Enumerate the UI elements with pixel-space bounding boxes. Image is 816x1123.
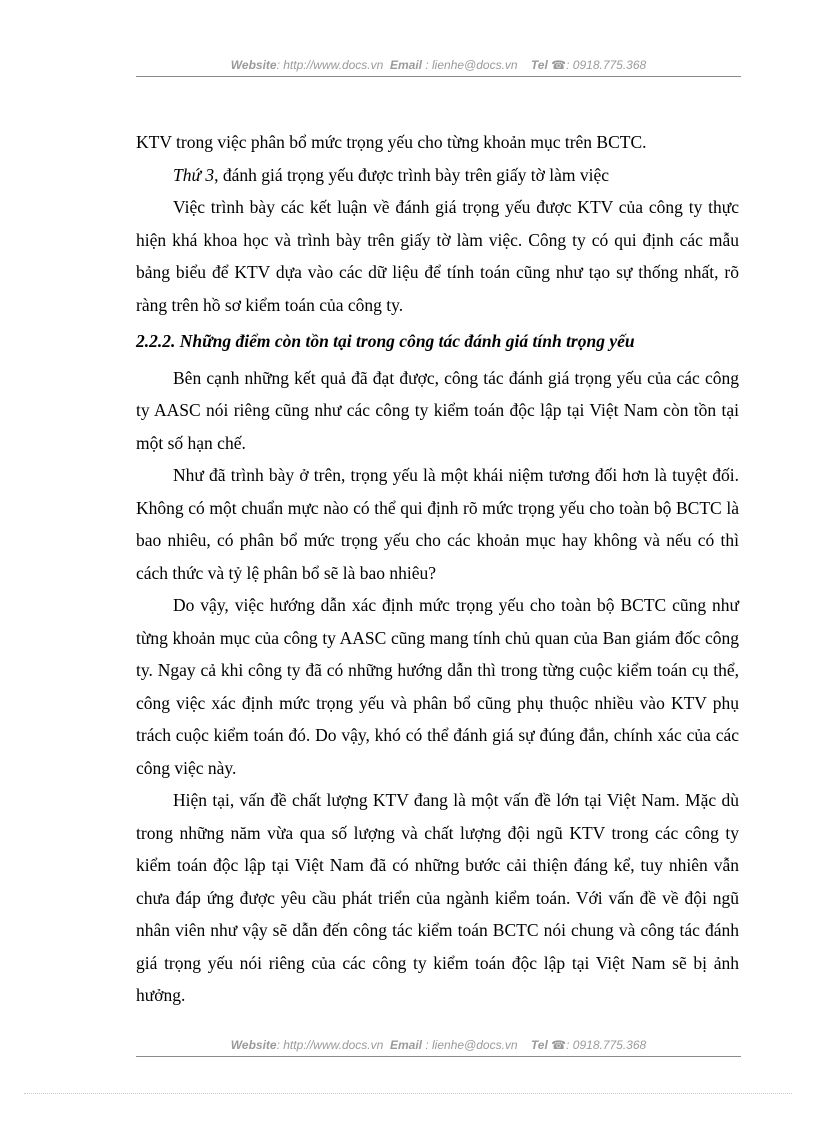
website-url[interactable]: : http://www.docs.vn xyxy=(276,1038,384,1052)
paragraph: Bên cạnh những kết quả đã đạt được, công tác đánh giá trọng yếu của các công ty AASC nói riêng cũng như các công ty kiểm toán độc lập tại Việt Nam còn tồn tại một số hạn chế. xyxy=(136,367,739,453)
document-body xyxy=(136,126,739,1012)
tel-value: : 0918.775.368 xyxy=(566,1038,647,1052)
paragraph: KTV trong việc phân bổ mức trọng yếu cho từng khoản mục trên BCTC. xyxy=(136,132,647,152)
paragraph xyxy=(136,159,739,192)
page-header xyxy=(136,54,741,77)
email-label: Email xyxy=(389,58,422,72)
paragraph-text: , đánh giá trọng yếu được trình bày trên giấy tờ làm việc xyxy=(214,164,610,185)
phone-icon: ☎ xyxy=(551,58,567,72)
page-footer xyxy=(136,1034,741,1057)
tel-label: Tel xyxy=(530,58,548,72)
paragraph: Do vậy, việc hướng dẫn xác định mức trọng yếu cho toàn bộ BCTC cũng như từng khoản mục của công ty AASC cũng mang tính chủ quan của Ban giám đốc công ty. Ngay cả khi công ty đã có những hướng dẫn thì trong từng cuộc kiểm toán cụ thể, công việc xác định mức trọng yếu và phân bổ cũng phụ thuộc nhiều vào KTV phụ trách cuộc kiểm toán đó. Do vậy, khó có thể đánh giá sự đúng đắn, chính xác của các công việc này. xyxy=(136,595,739,778)
paragraph: Hiện tại, vấn đề chất lượng KTV đang là một vấn đề lớn tại Việt Nam. Mặc dù trong những năm vừa qua số lượng và chất lượng đội ngũ KTV trong các công ty kiểm toán độc lập tại Việt Nam đã có những bước cải thiện đáng kể, tuy nhiên vẫn chưa đáp ứng được yêu cầu phát triển của ngành kiểm toán. Với vấn đề về đội ngũ nhân viên như vậy sẽ dẫn đến công tác kiểm toán BCTC nói chung và công tác đánh giá trọng yếu nói riêng của các công ty kiểm toán độc lập tại Việt Nam sẽ bị ảnh hưởng. xyxy=(136,790,739,1005)
website-label: Website xyxy=(230,58,277,72)
website-label: Website xyxy=(230,1038,277,1052)
page-bottom-divider xyxy=(24,1093,792,1094)
website-url[interactable]: : http://www.docs.vn xyxy=(276,58,384,72)
tel-value: : 0918.775.368 xyxy=(566,58,647,72)
phone-icon: ☎ xyxy=(551,1038,567,1052)
paragraph: Như đã trình bày ở trên, trọng yếu là một khái niệm tương đối hơn là tuyệt đối. Không có một chuẩn mực nào có thể qui định rõ mức trọng yếu cho toàn bộ BCTC là bao nhiêu, có phân bổ mức trọng yếu cho các khoản mục hay không và nếu có thì cách thức và tỷ lệ phân bổ sẽ là bao nhiêu? xyxy=(136,465,739,583)
email-label: Email xyxy=(389,1038,422,1052)
tel-label: Tel xyxy=(530,1038,548,1052)
email-value[interactable]: : lienhe@docs.vn xyxy=(425,1038,518,1052)
paragraph-lead: Thứ 3 xyxy=(173,164,215,185)
paragraph: Việc trình bày các kết luận về đánh giá trọng yếu được KTV của công ty thực hiện khá khoa học và trình bày trên giấy tờ làm việc. Công ty có qui định các mẫu bảng biểu để KTV dựa vào các dữ liệu để tính toán cũng như tạo sự thống nhất, rõ ràng trên hồ sơ kiểm toán của công ty. xyxy=(136,197,739,315)
email-value[interactable]: : lienhe@docs.vn xyxy=(425,58,518,72)
section-heading: 2.2.2. Những điểm còn tồn tại trong công tác đánh giá tính trọng yếu xyxy=(136,331,635,351)
